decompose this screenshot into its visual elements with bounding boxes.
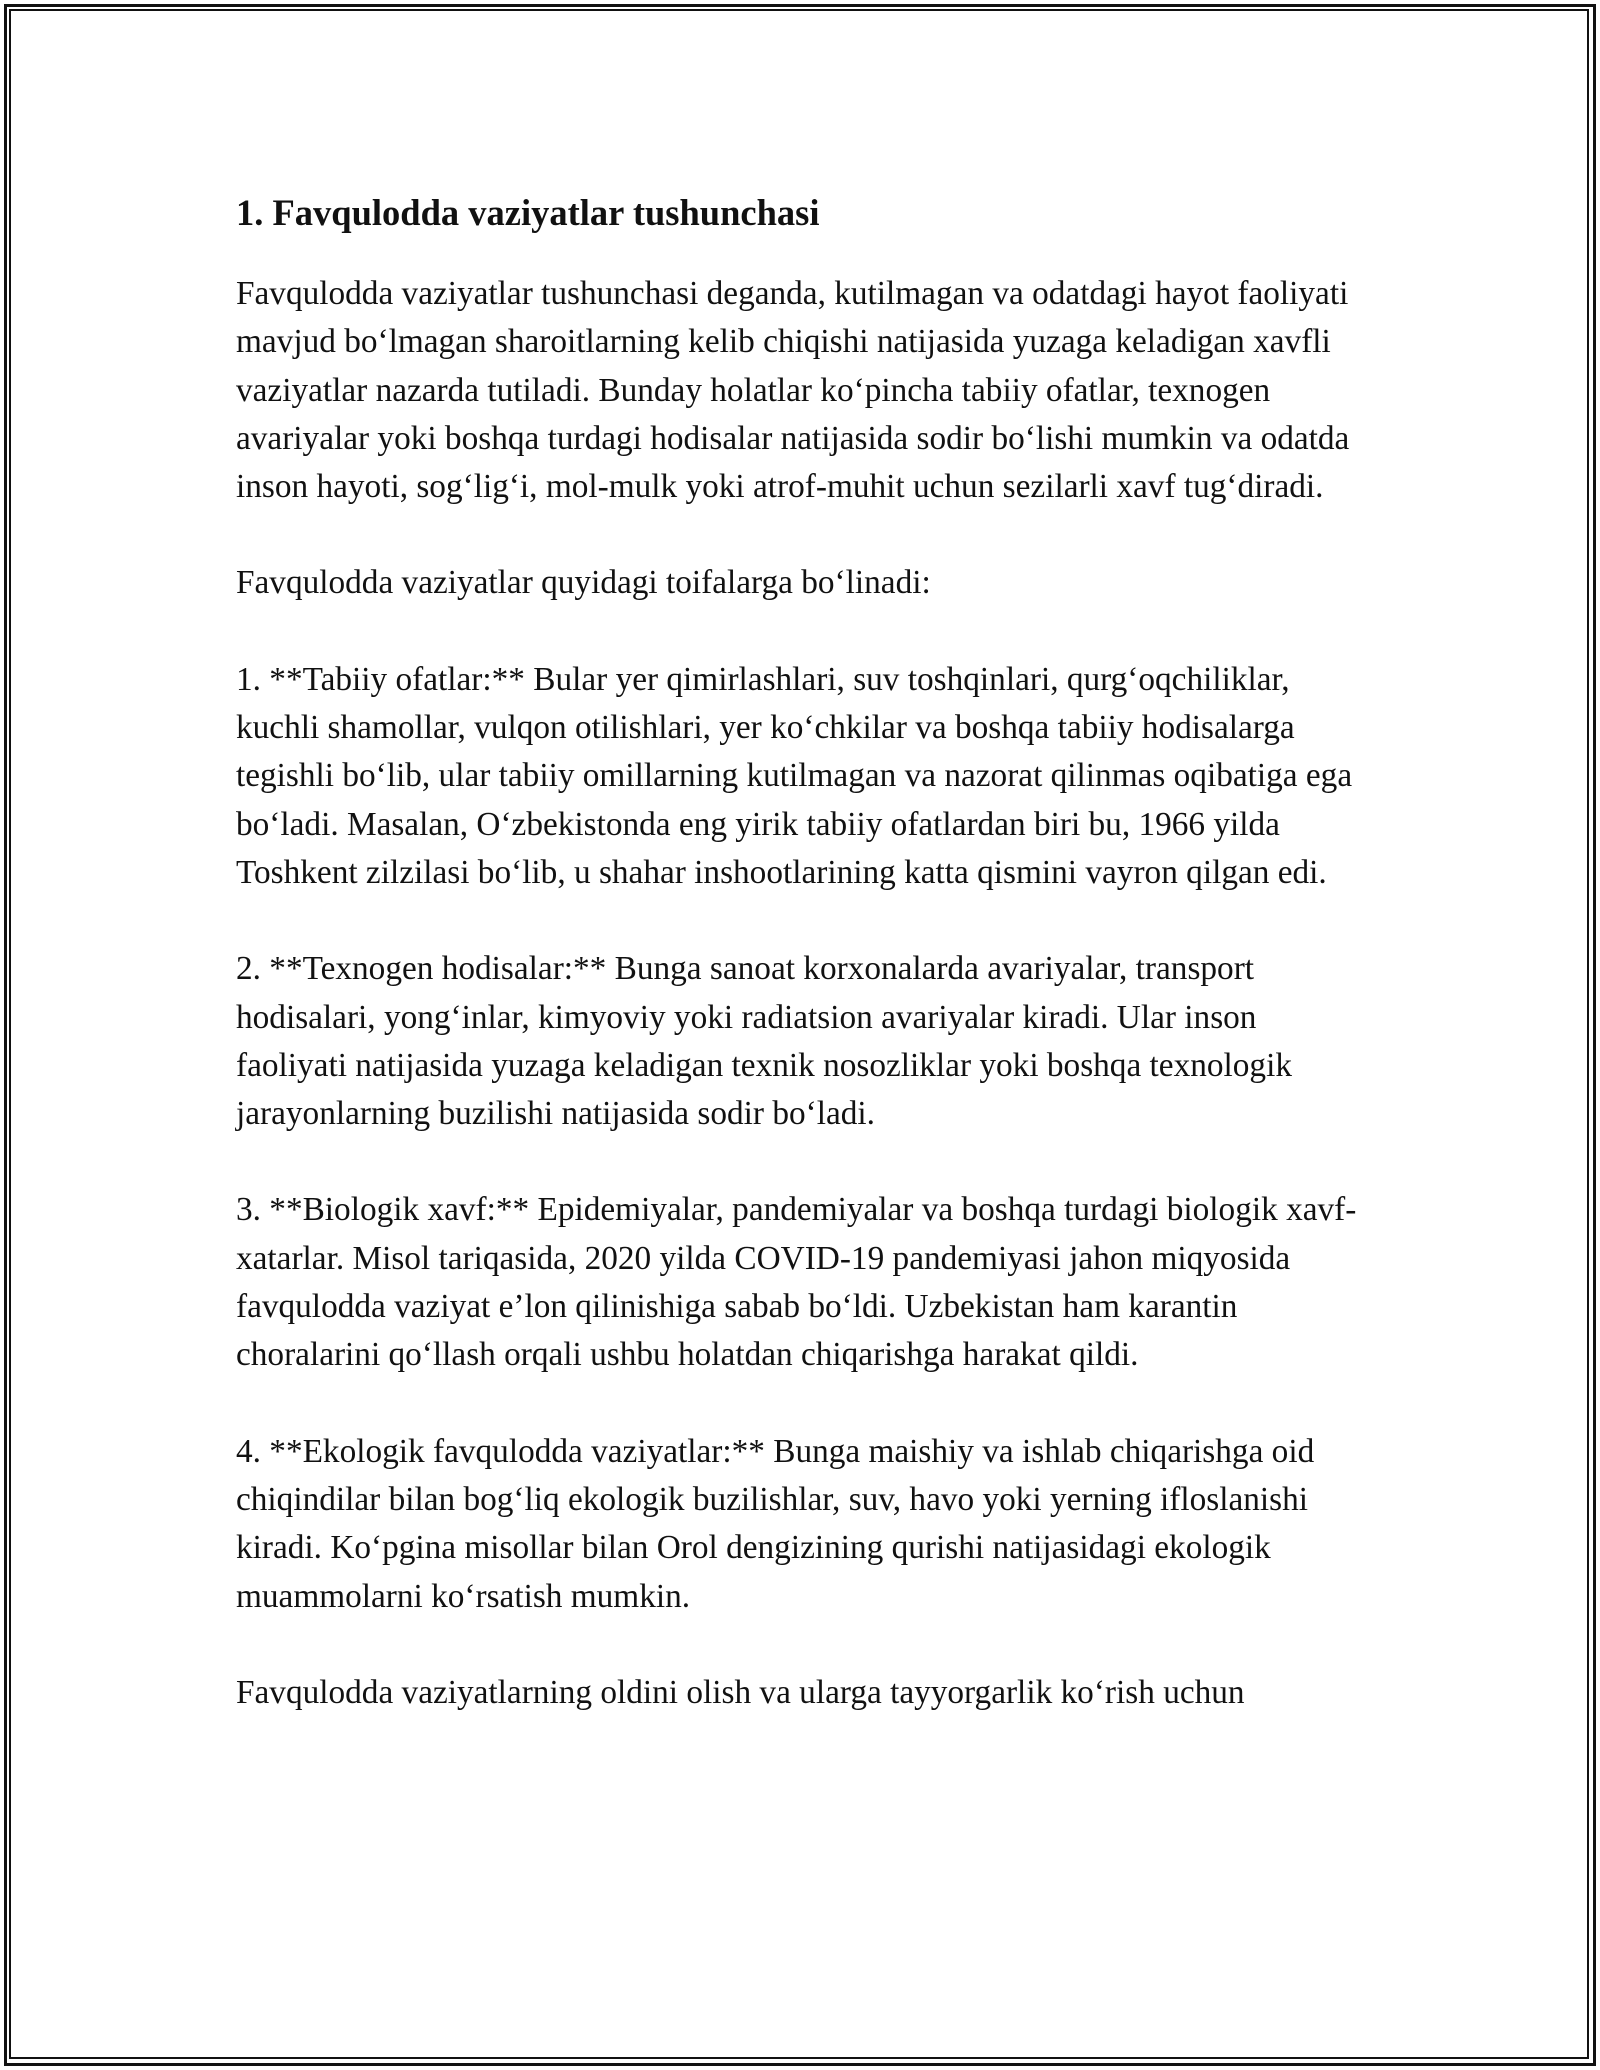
paragraph-biological-hazard: 3. **Biologik xavf:** Epidemiyalar, pandemiyalar va boshqa turdagi biologik xavf-xatarlar. Misol tariqasida, 2020 yilda COVID-19 pandemiyasi jahon miqyosida favqulodda vaziyat e’lon qilinishiga sabab bo‘ldi. Uzbekistan ham karantin choralarini qo‘llash orqali ushbu holatdan chiqarishga harakat qildi. <box>236 1191 1357 1374</box>
paragraph-ecological-emergencies: 4. **Ekologik favqulodda vaziyatlar:** Bunga maishiy va ishlab chiqarishga oid chiqindilar bilan bog‘liq ekologik buzilishlar, suv, havo yoki yerning ifloslanishi kiradi. Ko‘pgina misollar bilan Orol dengizining qurishi natijasidagi ekologik muammolarni ko‘rsatish mumkin. <box>236 1432 1315 1615</box>
paragraph-natural-disasters: 1. **Tabiiy ofatlar:** Bular yer qimirlashlari, suv toshqinlari, qurg‘oqchiliklar, kuchli shamollar, vulqon otilishlari, yer ko‘chkilar va boshqa tabiiy hodisalarga tegishli bo‘lib, ular tabiiy omillarning kutilmagan va nazorat qilinmas oqibatiga ega bo‘ladi. Masalan, O‘zbekistonda eng yirik tabiiy ofatlardan biri bu, 1966 yilda Toshkent zilzilasi bo‘lib, u shahar inshootlarining katta qismini vayron qilgan edi. <box>236 660 1353 891</box>
paragraph-categories-intro: Favqulodda vaziyatlar quyidagi toifalarga bo‘linadi: <box>236 564 931 602</box>
paragraph-technogenic-events: 2. **Texnogen hodisalar:** Bunga sanoat korxonalarda avariyalar, transport hodisalari, yong‘inlar, kimyoviy yoki radiatsion avariyalar kiradi. Ular inson faoliyati natijasida yuzaga keladigan texnik nosozliklar yoki boshqa texnologik jarayonlarning buzilishi natijasida sodir bo‘ladi. <box>236 950 1292 1133</box>
section-heading: 1. Favqulodda vaziyatlar tushunchasi <box>236 192 820 233</box>
document-body <box>236 188 1370 1717</box>
paragraph-definition: Favqulodda vaziyatlar tushunchasi deganda, kutilmagan va odatdagi hayot faoliyati mavjud bo‘lmagan sharoitlarning kelib chiqishi natijasida yuzaga keladigan xavfli vaziyatlar nazarda tutiladi. Bunday holatlar ko‘pincha tabiiy ofatlar, texnogen avariyalar yoki boshqa turdagi hodisalar natijasida sodir bo‘lishi mumkin va odatda inson hayoti, sog‘lig‘i, mol-mulk yoki atrof-muhit uchun sezilarli xavf tug‘diradi. <box>236 275 1350 506</box>
paragraph-prevention: Favqulodda vaziyatlarning oldini olish va ularga tayyorgarlik ko‘rish uchun <box>236 1673 1245 1711</box>
